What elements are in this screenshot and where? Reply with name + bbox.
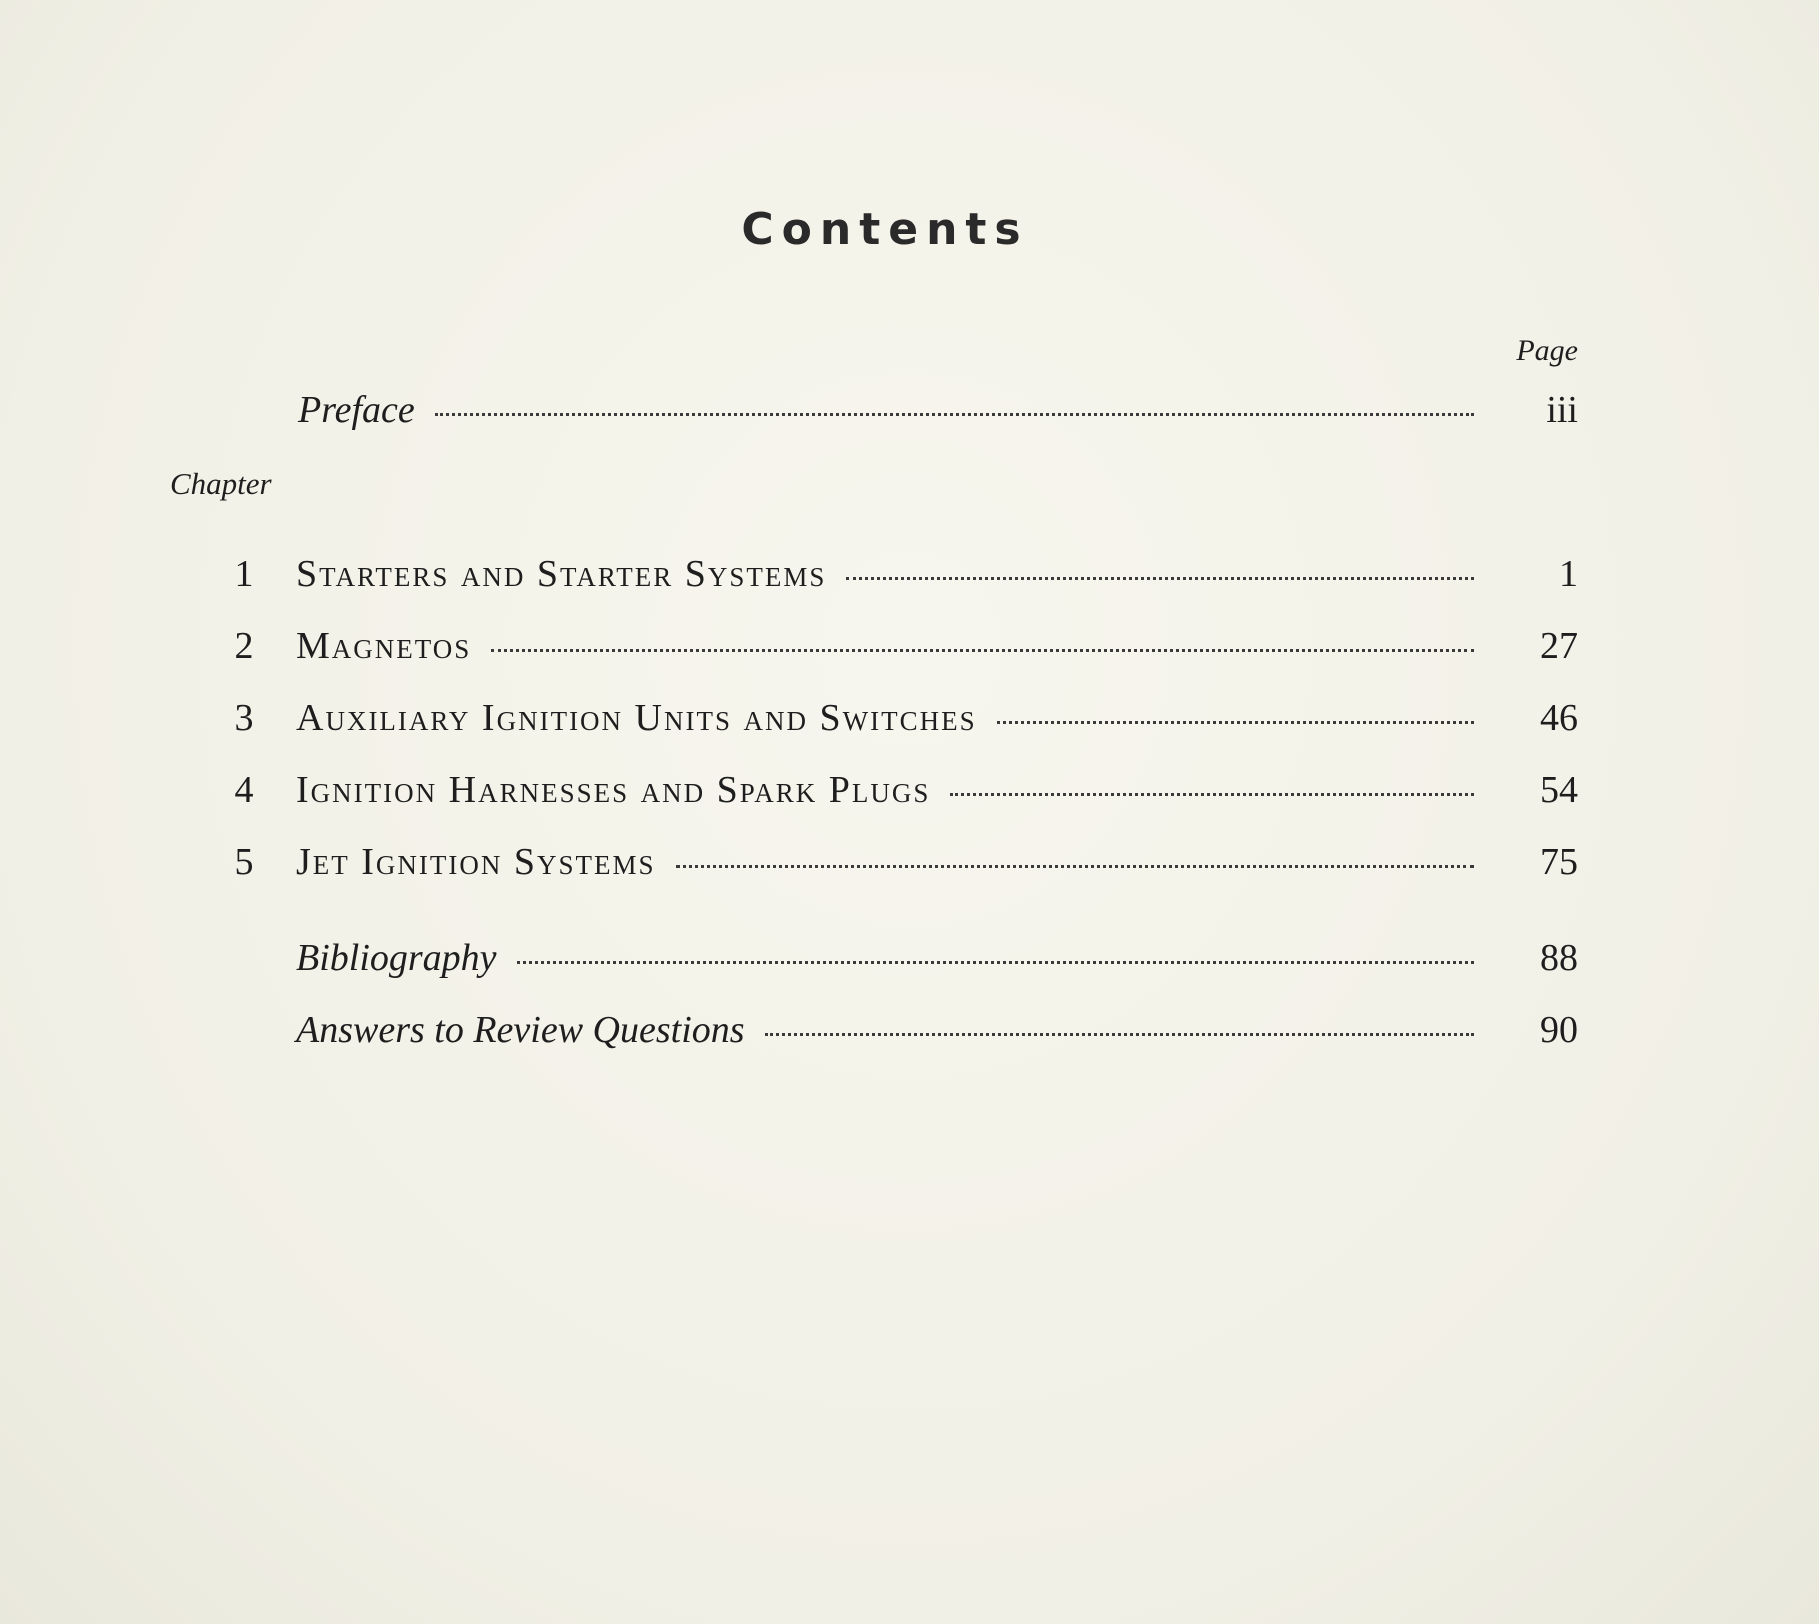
chapter-title: Starters and Starter Systems [296,553,827,595]
chapter-column-label: Chapter [170,466,272,501]
chapter-page: 1 [1559,553,1578,595]
toc-entry-page: 88 [1540,937,1578,979]
dot-leader [676,865,1474,868]
toc-entry-label: Preface [298,389,415,431]
page-column-label: Page [1516,334,1578,367]
dot-leader [765,1033,1474,1036]
toc-entry-chapter-2[interactable] [234,624,1578,668]
toc-entry-label: Answers to Review Questions [296,1009,745,1051]
toc-entry-page: 90 [1540,1009,1578,1051]
chapter-number: 5 [234,841,254,883]
chapter-number: 1 [234,553,254,595]
toc-entry-label: Bibliography [296,937,497,979]
chapter-title: Magnetos [296,625,472,667]
chapter-number: 4 [234,769,254,811]
page-title: Contents [741,204,1029,255]
toc-entry-page: iii [1546,389,1578,431]
toc-entry-chapter-4[interactable] [234,768,1578,812]
chapter-number: 3 [234,697,254,739]
toc-entry-chapter-5[interactable] [234,840,1578,884]
chapter-title: Jet Ignition Systems [296,841,656,883]
chapter-page: 27 [1540,625,1578,667]
chapter-number: 2 [234,625,254,667]
toc-entry-chapter-3[interactable] [234,696,1578,740]
chapter-page: 46 [1540,697,1578,739]
dot-leader [517,961,1474,964]
chapter-title: Ignition Harnesses and Spark Plugs [296,769,931,811]
chapter-page: 54 [1540,769,1578,811]
toc-entry-bibliography[interactable] [296,936,1578,980]
dot-leader [435,413,1474,416]
chapter-title: Auxiliary Ignition Units and Switches [296,697,977,739]
dot-leader [997,721,1474,724]
chapter-page: 75 [1540,841,1578,883]
toc-entry-preface[interactable] [298,388,1578,432]
toc-entry-chapter-1[interactable] [234,552,1578,596]
toc-entry-answers[interactable] [296,1008,1578,1052]
dot-leader [846,577,1474,580]
dot-leader [491,649,1474,652]
dot-leader [950,793,1474,796]
